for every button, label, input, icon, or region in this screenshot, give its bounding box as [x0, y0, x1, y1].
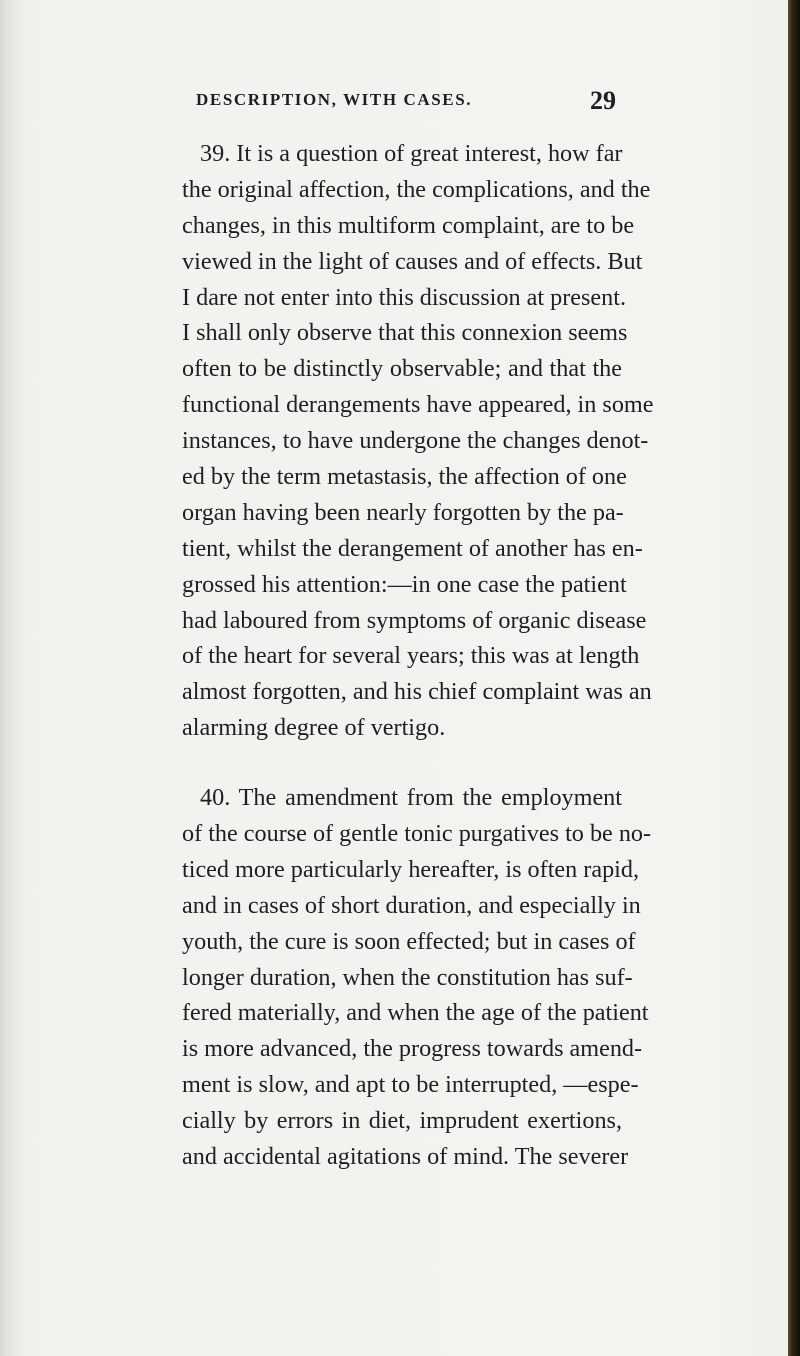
running-head: DESCRIPTION, WITH CASES. [196, 90, 473, 109]
paragraph-40 [182, 780, 652, 1175]
text-line: and in cases of short duration, and especially in [182, 891, 641, 919]
text-line: longer duration, when the constitution has suf- [182, 963, 633, 991]
paragraph-39 [182, 136, 654, 746]
text-line: ed by the term metastasis, the affection of one [182, 463, 627, 491]
text-line: functional derangements have appeared, in some [182, 391, 654, 419]
paragraph-spacer [182, 746, 622, 780]
text-line: ticed more particularly hereafter, is often rapid, [182, 855, 640, 883]
text-line: 40. The amendment from the employment [200, 784, 622, 812]
text-line: often to be distinctly observable; and that the [182, 355, 622, 383]
text-line: 39. It is a question of great interest, how far [200, 140, 623, 167]
text-line: grossed his attention:—in one case the patient [182, 570, 627, 598]
text-line: the original affection, the complications, and the [182, 175, 651, 203]
text-line: organ having been nearly forgotten by the pa- [182, 498, 624, 526]
text-line: had laboured from symptoms of organic disease [182, 606, 647, 634]
page-header [196, 86, 616, 116]
page-gutter-shadow [0, 0, 22, 1356]
text-line: instances, to have undergone the changes denot- [182, 427, 649, 455]
body-text [182, 136, 654, 1175]
text-line: fered materially, and when the age of the patient [182, 999, 649, 1027]
text-line: changes, in this multiform complaint, are to be [182, 211, 635, 239]
text-line: is more advanced, the progress towards amend- [182, 1035, 643, 1063]
page-number: 29 [590, 86, 616, 115]
text-line: and accidental agitations of mind. The severer [182, 1143, 629, 1171]
text-line: cially by errors in diet, imprudent exertions, [182, 1107, 622, 1135]
text-line: I shall only observe that this connexion seems [182, 319, 628, 347]
text-line: viewed in the light of causes and of effects. But [182, 247, 643, 275]
text-line: tient, whilst the derangement of another has en- [182, 534, 643, 562]
page-edge [788, 0, 800, 1356]
text-line: almost forgotten, and his chief complaint was an [182, 678, 652, 706]
text-line: of the heart for several years; this was at length [182, 642, 640, 670]
text-line: I dare not enter into this discussion at present. [182, 283, 627, 311]
text-line: alarming degree of vertigo. [182, 714, 446, 742]
text-line: of the course of gentle tonic purgatives to be no- [182, 820, 652, 848]
text-line: youth, the cure is soon effected; but in cases of [182, 927, 636, 955]
text-line: ment is slow, and apt to be interrupted, —espe- [182, 1071, 639, 1099]
